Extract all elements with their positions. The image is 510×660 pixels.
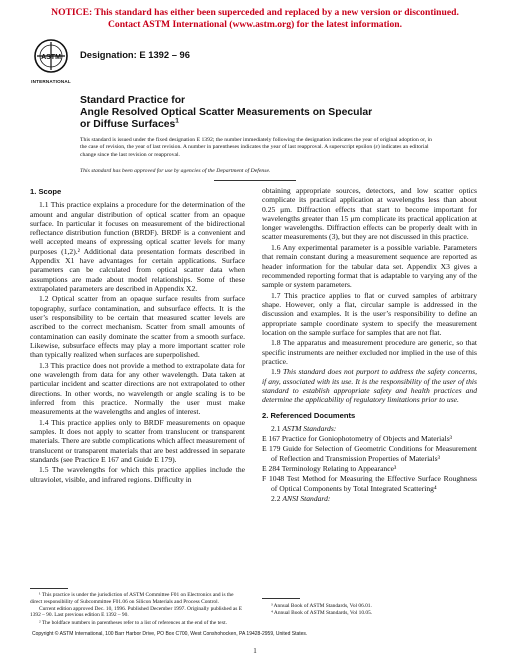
approval-note: This standard has been approved for use by agencies of the Department of Defense. (80, 168, 271, 174)
footnote-divider-right (262, 598, 300, 599)
header-divider (214, 180, 296, 181)
para-1-2: 1.2 Optical scatter from an opaque surface results from surface topography, surface contamination, and subsurface effects. It is the user’s responsibility to be certain that measured scatter levels are ascribed to the correct mechanism. Scatter from small amounts of contamination can easily dominate the scatter from a smooth surface. Likewise, subsurface effects may play a more important scatter role than typically realized when surfaces are superpolished. (30, 294, 245, 360)
footnotes-left (30, 592, 245, 627)
title-line-2: Angle Resolved Optical Scatter Measurements on Specular (80, 107, 373, 118)
footnote-2: ² The boldface numbers in parentheses refer to a list of references at the end of the text. (39, 619, 228, 626)
footnote-divider-left (30, 588, 68, 589)
logo-caption: INTERNATIONAL (31, 79, 71, 84)
title-footnote-mark: 1 (175, 117, 179, 125)
para-1-8: 1.8 The apparatus and measurement procedure are generic, so that specific instruments are neither excluded nor implied in the use of this practice. (262, 338, 477, 366)
title-line-3: or Diffuse Surfaces$^1$ (80, 117, 179, 130)
para-1-5-continued: obtaining appropriate sources, detectors, and low scatter optics complicate its practical application at wavelengths less than about 0.25 μm. Diffraction effects that start to become important for wavelengths greater than 15 μm complicate its practical application at longer wavelengths. Diffraction effects can be properly dealt with in scatter measurements (3), but they are not discussed in this practice. (262, 186, 477, 242)
footnote-4: ⁴ Annual Book of ASTM Standards, Vol 10.05. (271, 610, 373, 617)
notice-line-2: Contact ASTM International (www.astm.org) for the latest information. (108, 19, 402, 30)
ref-f1048: F 1048 Test Method for Measuring the Effective Surface Roughness of Optical Components by Total Integrated Scattering⁴ (262, 474, 477, 493)
document-title (80, 95, 440, 131)
para-1-9: 1.9 This standard does not purport to address the safety concerns, if any, associated with its use. It is the responsibility of the user of this standard to establish appropriate safety and health practices and determine the applicability of regulatory limitations prior to use. (262, 367, 477, 405)
standard-issuance-note: This standard is issued under the fixed designation E 1392; the number immediately following the designation indicates the year of original adoption or, in the case of revision, the year of last revision. A number in parentheses indicates the year of last reapproval. A superscript epsilon (ε) indicates an editorial change since the last revision or reapproval. (80, 137, 433, 158)
footnote-1b: Current edition approved Dec. 10, 1996. Published December 1997. Originally published as E 1392 – 90. Last previous edition E 1392 – 90. (30, 605, 243, 619)
right-column (262, 186, 477, 504)
para-1-5: 1.5 The wavelengths for which this practice applies include the ultraviolet, visible, and infrared regions. Difficulty in (30, 465, 245, 484)
para-1-6: 1.6 Any experimental parameter is a possible variable. Parameters that remain constant during a measurement sequence are reported as header information for the tabular data set. Appendix X3 gives a recommended reporting format that is adaptable to varying any of the sample or system parameters. (262, 242, 477, 290)
para-1-7: 1.7 This practice applies to flat or curved samples of arbitrary shape. However, only a flat, circular sample is addressed in the discussion and examples. It is the user’s responsibility to define an appropriate sample coordinate system to specify the measurement location on the sample surface for samples that are not flat. (262, 290, 477, 337)
title-line-1: Standard Practice for (80, 95, 186, 106)
copyright-line: Copyright © ASTM International, 100 Barr Harbor Drive, PO Box C700, West Conshohocken, PA 19428-2959, United States. (32, 631, 308, 637)
footnotes-right (262, 603, 477, 617)
refs-2-2: 2.2 ANSI Standard: (271, 493, 331, 503)
para-1-3: 1.3 This practice does not provide a method to extrapolate data for one wavelength from data for any other wavelength. Data taken at particular incident and scatter directions are not extrapolated to other directions. In other words, no wavelength or angle scaling is to be inferred from this practice. Normally the user must make measurements at the wavelengths and angles of interest. (30, 360, 245, 417)
scope-heading: 1. Scope (30, 187, 62, 196)
svg-text:ASTM: ASTM (41, 54, 61, 61)
astm-logo-icon (33, 38, 69, 78)
page-number: 1 (253, 647, 257, 655)
footnote-3: ³ Annual Book of ASTM Standards, Vol 06.01. (271, 603, 372, 609)
ref-e179: E 179 Guide for Selection of Geometric Conditions for Measurement of Reflection and Transmission Properties of Materials³ (262, 444, 477, 463)
ref-e284: E 284 Terminology Relating to Appearance³ (262, 464, 397, 474)
left-column (30, 186, 245, 485)
referenced-documents-heading: 2. Referenced Documents (262, 410, 356, 420)
refs-2-1: 2.1 ASTM Standards: (271, 423, 337, 433)
ref-e167: E 167 Practice for Goniophotometry of Objects and Materials³ (262, 434, 452, 444)
para-1-4: 1.4 This practice applies only to BRDF measurements on opaque samples. It does not apply to scatter from translucent or transparent materials. There are subtle complications which affect measurement of translucent or transparent materials that are best addressed in separate standards (see Practice E 167 and Guide E 179). (30, 417, 246, 464)
footnote-1: ¹ This practice is under the jurisdiction of ASTM Committee F01 on Electronics and is the direct responsibility of Subcommittee F01.06 on Silicon Materials and Process Control. (30, 592, 234, 605)
notice-line-1: NOTICE: This standard has either been superceded and replaced by a new version or discontinued. (51, 7, 459, 18)
para-1-1: 1.1 This practice explains a procedure for the determination of the amount and angular distribution of optical scatter from an opaque surface. In particular it focuses on measurement of the bidirectional reflectance distribution function (BRDF). BRDF is a convenient and well accepted means of expressing optical scatter levels for many purposes (1,2).² Additional data presentation formats described in Appendix X1 have advantages for certain applications. Surface parameters can be calculated from optical scatter data when assumptions are made about model relationships. Some of these extrapolated parameters are described in Appendix X2. (30, 200, 245, 293)
designation: Designation: E 1392 – 96 (80, 49, 190, 60)
supersession-notice (0, 7, 510, 31)
